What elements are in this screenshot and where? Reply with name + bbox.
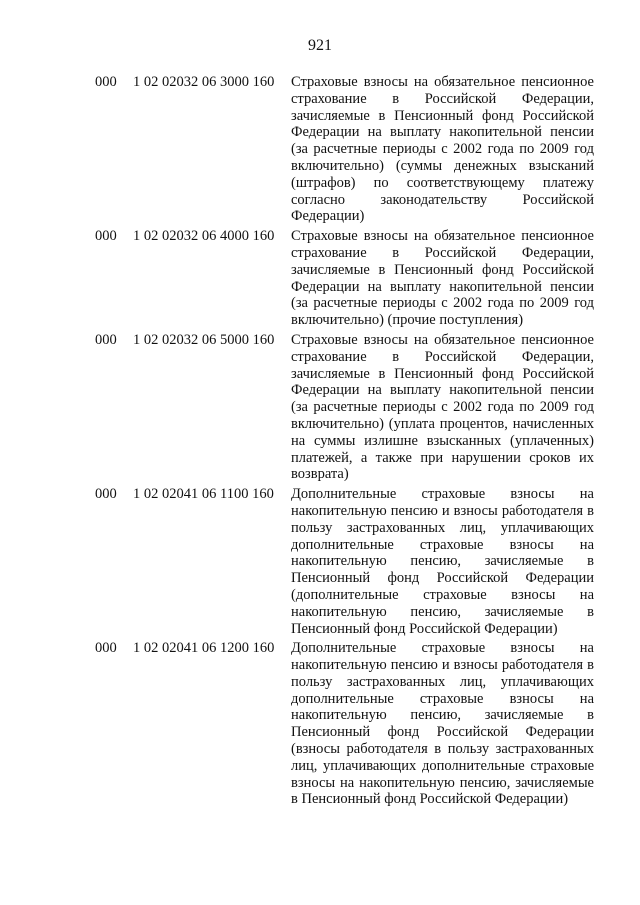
admin-code: 000 (95, 228, 117, 245)
kbk-code: 1 02 02041 06 1100 160 (133, 486, 274, 503)
table-row (0, 228, 640, 329)
admin-code: 000 (95, 74, 117, 90)
admin-code: 000 (95, 486, 117, 503)
budget-code-table (0, 74, 640, 808)
table-row (0, 332, 640, 483)
page-number: 921 (308, 37, 332, 54)
table-row (0, 74, 640, 225)
row-description: Дополнительные страховые взносы на накопительную пенсию и взносы работодателя в пользу застрахованных лиц, уплачивающих дополнительные страховые взносы на накопительную пенсию, зачисляемые в Пенсионный фонд Российской Федерации (взносы работодателя в пользу застрахованных лиц, уплачивающих дополнительные страховые взносы на накопительную пенсию, зачисляемые в Пенсионный фонд Российской Федерации) (291, 640, 594, 808)
kbk-code: 1 02 02041 06 1200 160 (133, 640, 275, 657)
row-description: Дополнительные страховые взносы на накопительную пенсию и взносы работодателя в пользу застрахованных лиц, уплачивающих дополнительные страховые взносы на накопительную пенсию, зачисляемые в Пенсионный фонд Российской Федерации (дополнительные страховые взносы на накопительную пенсию, зачисляемые в Пенсионный фонд Российской Федерации) (291, 486, 594, 637)
row-description: Страховые взносы на обязательное пенсионное страхование в Российской Федерации, зачисляемые в Пенсионный фонд Российской Федерации на выплату накопительной пенсии (за расчетные периоды с 2002 года по 2009 год включительно) (прочие поступления) (291, 228, 594, 329)
kbk-code: 1 02 02032 06 3000 160 (133, 74, 275, 90)
admin-code: 000 (95, 640, 117, 657)
kbk-code: 1 02 02032 06 4000 160 (133, 228, 275, 245)
table-row (0, 486, 640, 637)
table-row (0, 640, 640, 808)
admin-code: 000 (95, 331, 117, 348)
row-description: Страховые взносы на обязательное пенсионное страхование в Российской Федерации, зачисляемые в Пенсионный фонд Российской Федерации на выплату накопительной пенсии (за расчетные периоды с 2002 года по 2009 год включительно) (уплата процентов, начисленных на суммы излишне взысканных (уплаченных) платежей, а также при нарушении сроков их возврата) (291, 331, 594, 483)
kbk-code: 1 02 02032 06 5000 160 (133, 331, 275, 348)
row-description: Страховые взносы на обязательное пенсионное страхование в Российской Федерации, зачисляемые в Пенсионный фонд Российской Федерации на выплату накопительной пенсии (за расчетные периоды с 2002 года по 2009 год включительно) (суммы денежных взысканий (штрафов) по соответствующему платежу согласно законодательству Российской Федерации) (291, 74, 594, 225)
